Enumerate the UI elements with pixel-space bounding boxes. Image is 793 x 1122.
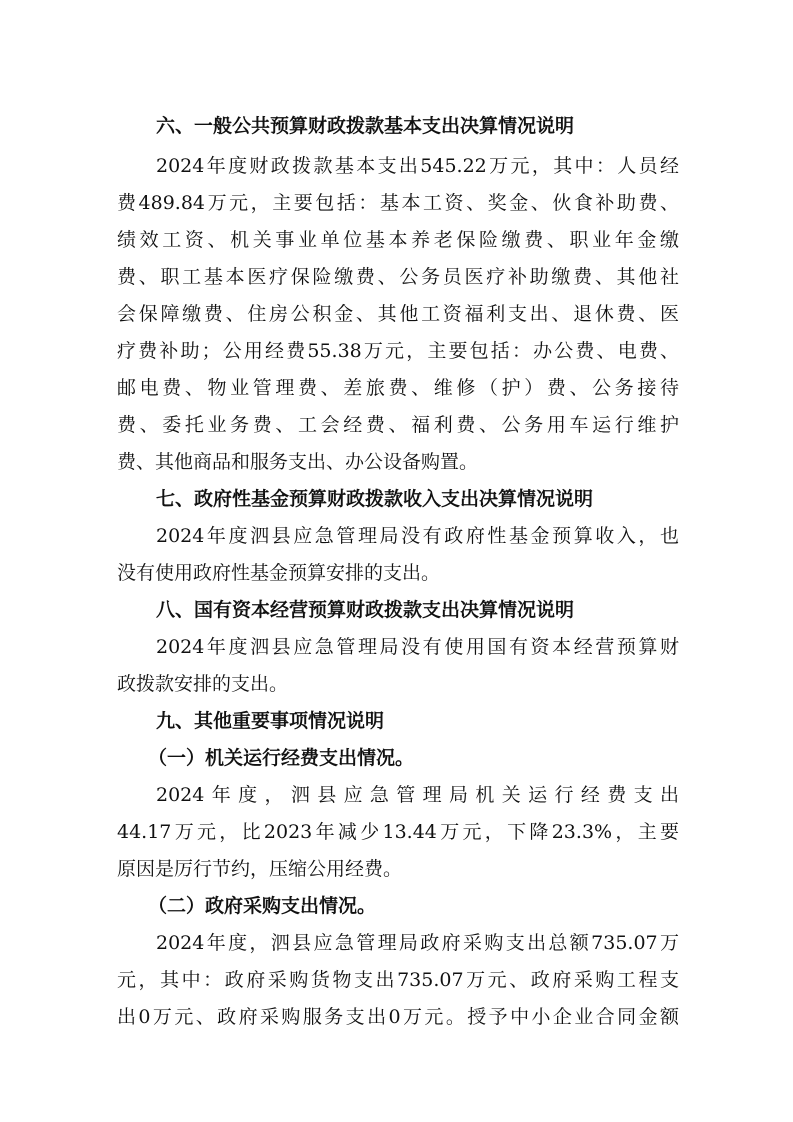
paragraph-line: 会保障缴费、住房公积金、其他工资福利支出、退休费、医 xyxy=(117,303,679,325)
section-heading-eight: 八、国有资本经营预算财政拨款支出决算情况说明 xyxy=(156,599,575,621)
paragraph-line: 2024年度泗县应急管理局没有使用国有资本经营预算财 xyxy=(156,636,679,658)
paragraph-line: 2024年度，泗县应急管理局政府采购支出总额735.07万 xyxy=(156,932,679,954)
subsection-heading-operating-costs: （一）机关运行经费支出情况。 xyxy=(148,747,415,769)
paragraph-line: 没有使用政府性基金预算安排的支出。 xyxy=(117,562,441,584)
paragraph-line: 费、委托业务费、工会经费、福利费、公务用车运行维护 xyxy=(117,414,679,436)
paragraph-line: 绩效工资、机关事业单位基本养老保险缴费、职业年金缴 xyxy=(117,229,679,251)
paragraph-line: 费489.84万元，主要包括：基本工资、奖金、伙食补助费、 xyxy=(117,192,679,214)
paragraph-line: 政拨款安排的支出。 xyxy=(117,673,289,695)
section-heading-six: 六、一般公共预算财政拨款基本支出决算情况说明 xyxy=(156,115,575,137)
paragraph-line: 元，其中：政府采购货物支出735.07万元、政府采购工程支 xyxy=(117,969,679,991)
paragraph-line: 2024年度财政拨款基本支出545.22万元，其中：人员经 xyxy=(156,155,679,177)
paragraph-line: 44.17万元，比2023年减少13.44万元，下降23.3%，主要 xyxy=(117,821,679,843)
paragraph-line: 出0万元、政府采购服务支出0万元。授予中小企业合同金额 xyxy=(117,1006,679,1028)
paragraph-line: 疗费补助；公用经费55.38万元，主要包括：办公费、电费、 xyxy=(117,340,679,362)
section-heading-nine: 九、其他重要事项情况说明 xyxy=(156,710,385,732)
paragraph-line: 原因是厉行节约，压缩公用经费。 xyxy=(117,858,403,880)
paragraph-line: 2024年度，泗县应急管理局机关运行经费支出 xyxy=(156,784,679,806)
paragraph-line: 邮电费、物业管理费、差旅费、维修（护）费、公务接待 xyxy=(117,377,679,399)
paragraph-line: 费、职工基本医疗保险缴费、公务员医疗补助缴费、其他社 xyxy=(117,266,679,288)
paragraph-line: 费、其他商品和服务支出、办公设备购置。 xyxy=(117,451,479,473)
subsection-heading-procurement: （二）政府采购支出情况。 xyxy=(148,895,377,917)
section-heading-seven: 七、政府性基金预算财政拨款收入支出决算情况说明 xyxy=(156,488,594,510)
paragraph-line: 2024年度泗县应急管理局没有政府性基金预算收入，也 xyxy=(156,525,679,547)
